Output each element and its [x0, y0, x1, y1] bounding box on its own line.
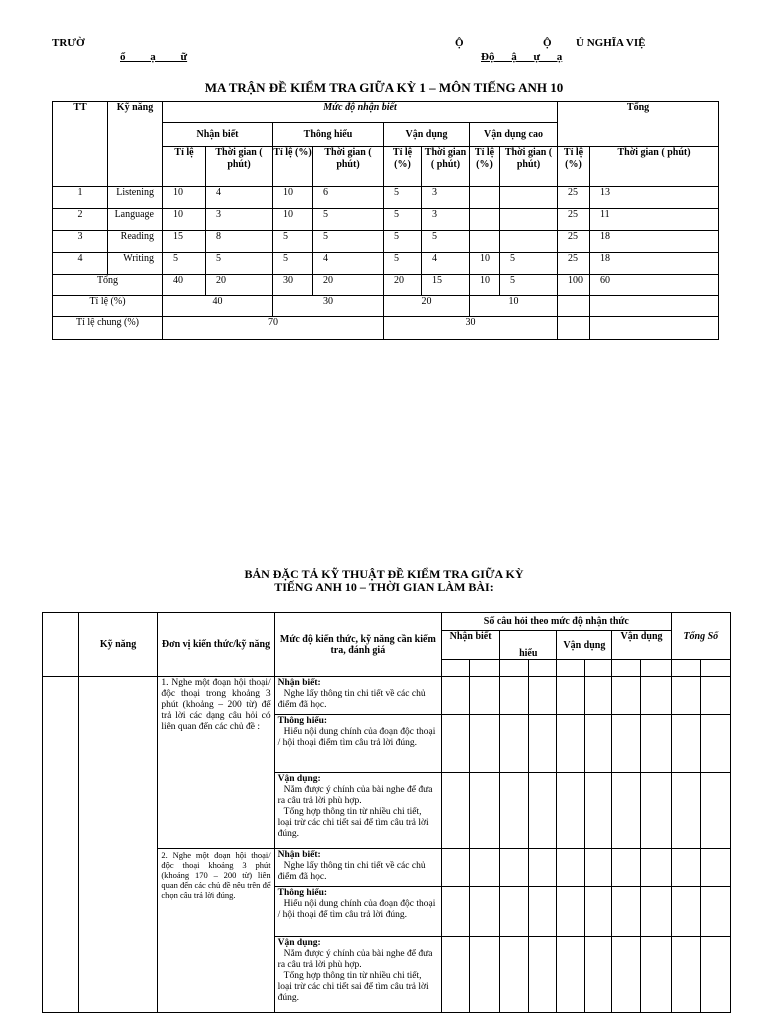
ratio-cell: 20 [384, 296, 470, 317]
total-cell: 30 [273, 275, 313, 296]
row-value: 10 [273, 209, 313, 231]
count-cell [701, 887, 731, 937]
spec-level-line: Nghe lấy thông tin chi tiết về các chủ điểm đã học. [277, 689, 426, 710]
count-cell [500, 887, 529, 937]
row-skill: Writing [108, 253, 163, 275]
spec-level-line: Tổng hợp thông tin từ nhiều chi tiết, loại trừ các chi tiết sai để tìm câu trả lời đúng. [277, 807, 429, 839]
row-value: 15 [163, 231, 206, 253]
total-cell: 10 [470, 275, 500, 296]
ratio-cell: 10 [470, 296, 558, 317]
count-cell [584, 715, 612, 773]
count-cell [469, 849, 500, 887]
count-cell [469, 887, 500, 937]
h-l1: Nhận biết [163, 123, 273, 147]
common-cell: 70 [163, 317, 384, 340]
row-tt: 2 [53, 209, 108, 231]
total-cell: 60 [590, 275, 719, 296]
row-value [470, 231, 500, 253]
row-value: 3 [422, 209, 470, 231]
spec-unit: 2. Nghe một đoạn hội thoại/ độc thoại khoảng 3 phút (khoảng 170 – 200 từ) liên quan đến các chủ đề nêu trên để chọn câu trả lời đúng. [158, 849, 274, 1013]
row-value: 10 [470, 253, 500, 275]
row-value: 5 [384, 231, 422, 253]
spec-level [274, 715, 441, 773]
spec-h-skill: Kỹ năng [78, 613, 158, 677]
count-cell [640, 887, 671, 937]
row-value: 5 [163, 253, 206, 275]
count-cell [701, 677, 731, 715]
spec-level-name: Vận dụng: [277, 774, 321, 784]
count-cell [557, 849, 585, 887]
row-tt: 4 [53, 253, 108, 275]
count-cell [671, 849, 701, 887]
count-cell [701, 773, 731, 849]
row-value: 25 [558, 253, 590, 275]
common-label: Tỉ lệ chung (%) [53, 317, 163, 340]
row-value: 10 [273, 187, 313, 209]
count-cell [671, 937, 701, 1013]
school-name: TRƯỜ [52, 37, 85, 49]
row-value: 18 [590, 253, 719, 275]
count-cell [528, 715, 557, 773]
spec-level-line: Hiểu nội dung chính của đoạn độc thoại / hội thoại điểm tìm câu trả lời đúng. [277, 727, 436, 748]
spec-h-l2: hiểu [500, 631, 557, 660]
motto-line: Độ ậ ự ạ [481, 51, 563, 63]
sub-cell: Tỉ lệ [163, 147, 206, 187]
nation-c: Ủ NGHĨA VIỆ [576, 37, 646, 49]
count-cell [469, 937, 500, 1013]
count-cell [671, 773, 701, 849]
count-cell [640, 677, 671, 715]
row-value: 13 [590, 187, 719, 209]
count-cell [557, 773, 585, 849]
row-skill: Reading [108, 231, 163, 253]
spec-level-name: Vận dụng: [277, 938, 321, 948]
count-cell [557, 677, 585, 715]
row-value: 8 [206, 231, 273, 253]
spec-title-line2: TIẾNG ANH 10 – THỜI GIAN LÀM BÀI: [274, 580, 494, 594]
sub-cell: Tỉ lệ (%) [558, 147, 590, 187]
spec-level-line: Nắm được ý chính của bài nghe để đưa ra câu trả lời phù hợp. [277, 949, 433, 970]
spec-level-line: Hiểu nội dung chính của đoạn độc thoại / hội thoại để tìm câu trả lời đúng. [277, 899, 436, 920]
row-value: 18 [590, 231, 719, 253]
row-skill: Listening [108, 187, 163, 209]
h-l3: Vận dụng [384, 123, 470, 147]
spec-title [0, 568, 768, 594]
matrix-title: MA TRẬN ĐỀ KIỂM TRA GIỮA KỲ 1 – MÔN TIẾNG ANH 10 [204, 80, 564, 95]
sub-cell: Thời gian ( phút) [206, 147, 273, 187]
count-cell [500, 849, 529, 887]
count-cell [671, 715, 701, 773]
count-cell [612, 773, 641, 849]
count-cell [500, 937, 529, 1013]
count-cell [500, 773, 529, 849]
row-value: 6 [313, 187, 384, 209]
count-cell [612, 887, 641, 937]
count-cell [584, 887, 612, 937]
h-tt: TT [53, 102, 108, 187]
row-value: 4 [206, 187, 273, 209]
count-cell [671, 887, 701, 937]
row-value: 4 [422, 253, 470, 275]
count-cell [557, 715, 585, 773]
count-cell [528, 677, 557, 715]
count-cell [528, 937, 557, 1013]
row-value: 5 [273, 231, 313, 253]
table-row [53, 231, 719, 253]
row-value: 3 [206, 209, 273, 231]
spec-h-l1: Nhận biết [442, 631, 500, 660]
count-cell [528, 849, 557, 887]
count-cell [442, 715, 470, 773]
count-cell [612, 715, 641, 773]
row-value: 5 [313, 209, 384, 231]
count-cell [584, 937, 612, 1013]
row-value [500, 231, 558, 253]
spec-level [274, 937, 441, 1013]
sub-cell: Tỉ lệ (%) [470, 147, 500, 187]
row-value: 10 [163, 209, 206, 231]
h-skill: Kỹ năng [108, 102, 163, 187]
count-cell [701, 849, 731, 887]
spec-level [274, 677, 441, 715]
count-cell [640, 849, 671, 887]
count-cell [557, 937, 585, 1013]
spec-level-name: Nhận biết: [277, 678, 321, 688]
ratio-cell: 30 [273, 296, 384, 317]
table-row [53, 209, 719, 231]
spec-h-level: Mức độ kiến thức, kỹ năng cần kiểm tra, đánh giá [274, 613, 441, 677]
row-tt: 3 [53, 231, 108, 253]
count-cell [469, 773, 500, 849]
total-cell: 15 [422, 275, 470, 296]
ratio-row [53, 296, 719, 317]
row-value: 25 [558, 231, 590, 253]
spec-h-total: Tổng Số [671, 613, 730, 660]
spec-title-line1: BẢN ĐẶC TẢ KỸ THUẬT ĐỀ KIỂM TRA GIỮA KỲ [244, 567, 524, 581]
common-row [53, 317, 719, 340]
row-value: 5 [313, 231, 384, 253]
spec-level [274, 773, 441, 849]
count-cell [640, 715, 671, 773]
spec-level-name: Thông hiểu: [277, 716, 328, 726]
spec-h-count: Số câu hỏi theo mức độ nhận thức [442, 613, 672, 631]
h-l2: Thông hiểu [273, 123, 384, 147]
count-cell [612, 937, 641, 1013]
count-cell [584, 677, 612, 715]
count-cell [469, 715, 500, 773]
row-value: 4 [313, 253, 384, 275]
spec-level-line: Nắm được ý chính của bài nghe để đưa ra câu trả lời phù hợp. [277, 785, 433, 806]
count-cell [701, 937, 731, 1013]
count-cell [671, 677, 701, 715]
count-cell [500, 715, 529, 773]
h-level: Mức độ nhận biết [163, 102, 558, 123]
sub-cell: Thời gian ( phút) [500, 147, 558, 187]
nation-a: Ộ [455, 37, 464, 49]
row-value: 3 [422, 187, 470, 209]
h-total: Tổng [558, 102, 719, 147]
total-cell: 20 [384, 275, 422, 296]
count-cell [469, 677, 500, 715]
spec-level-line: Tổng hợp thông tin từ nhiều chi tiết, loại trừ các chi tiết sai để tìm câu trả lời đúng. [277, 971, 429, 1003]
row-value: 5 [500, 253, 558, 275]
ratio-cell: 40 [163, 296, 273, 317]
row-value: 5 [384, 187, 422, 209]
spec-level-line: Nghe lấy thông tin chi tiết về các chủ điểm đã học. [277, 861, 426, 882]
table-row [53, 253, 719, 275]
row-value: 10 [163, 187, 206, 209]
total-cell: 5 [500, 275, 558, 296]
row-tt: 1 [53, 187, 108, 209]
common-cell: 30 [384, 317, 558, 340]
row-value: 5 [206, 253, 273, 275]
spec-row [43, 677, 731, 715]
spec-h-l3: Vận dụng [557, 631, 612, 660]
row-value: 11 [590, 209, 719, 231]
count-cell [640, 773, 671, 849]
nation-b: Ộ [543, 37, 552, 49]
sub-cell: Thời gian ( phút) [422, 147, 470, 187]
spec-level [274, 887, 441, 937]
count-cell [442, 937, 470, 1013]
row-value [470, 209, 500, 231]
ratio-label: Tỉ lệ (%) [53, 296, 163, 317]
count-cell [500, 677, 529, 715]
total-label: Tổng [53, 275, 163, 296]
count-cell [528, 887, 557, 937]
school-subline: ổ ạ ữ [120, 51, 188, 63]
row-value [500, 209, 558, 231]
row-value [470, 187, 500, 209]
count-cell [701, 715, 731, 773]
table-row [53, 187, 719, 209]
row-value [500, 187, 558, 209]
row-value: 25 [558, 209, 590, 231]
spec-h-l4: Vận dụng [612, 631, 671, 660]
count-cell [442, 677, 470, 715]
spec-unit: 1. Nghe một đoạn hội thoại/ độc thoại trong khoảng 3 phút (khoảng – 200 từ) để trả lời các dạng câu hỏi có liên quan đến các chủ đề : [158, 677, 274, 849]
count-cell [528, 773, 557, 849]
total-cell: 20 [313, 275, 384, 296]
h-l4: Vận dụng cao [470, 123, 558, 147]
sub-cell: Thời gian ( phút) [590, 147, 719, 187]
spec-h-unit: Đơn vị kiến thức/kỹ năng [158, 613, 274, 677]
count-cell [640, 937, 671, 1013]
spec-level-name: Nhận biết: [277, 850, 321, 860]
row-value: 5 [422, 231, 470, 253]
row-value: 25 [558, 187, 590, 209]
total-cell: 40 [163, 275, 206, 296]
count-cell [442, 773, 470, 849]
count-cell [584, 773, 612, 849]
count-cell [442, 887, 470, 937]
count-cell [442, 849, 470, 887]
row-value: 5 [384, 253, 422, 275]
spec-level-name: Thông hiểu: [277, 888, 328, 898]
sub-cell: Tỉ lệ (%) [273, 147, 313, 187]
matrix-table [52, 101, 719, 340]
count-cell [584, 849, 612, 887]
spec-table [42, 612, 731, 1013]
total-cell: 100 [558, 275, 590, 296]
total-cell: 20 [206, 275, 273, 296]
count-cell [612, 677, 641, 715]
sub-cell: Tỉ lệ (%) [384, 147, 422, 187]
total-row [53, 275, 719, 296]
count-cell [557, 887, 585, 937]
row-value: 5 [384, 209, 422, 231]
count-cell [612, 849, 641, 887]
row-skill: Language [108, 209, 163, 231]
spec-level [274, 849, 441, 887]
sub-cell: Thời gian ( phút) [313, 147, 384, 187]
row-value: 5 [273, 253, 313, 275]
